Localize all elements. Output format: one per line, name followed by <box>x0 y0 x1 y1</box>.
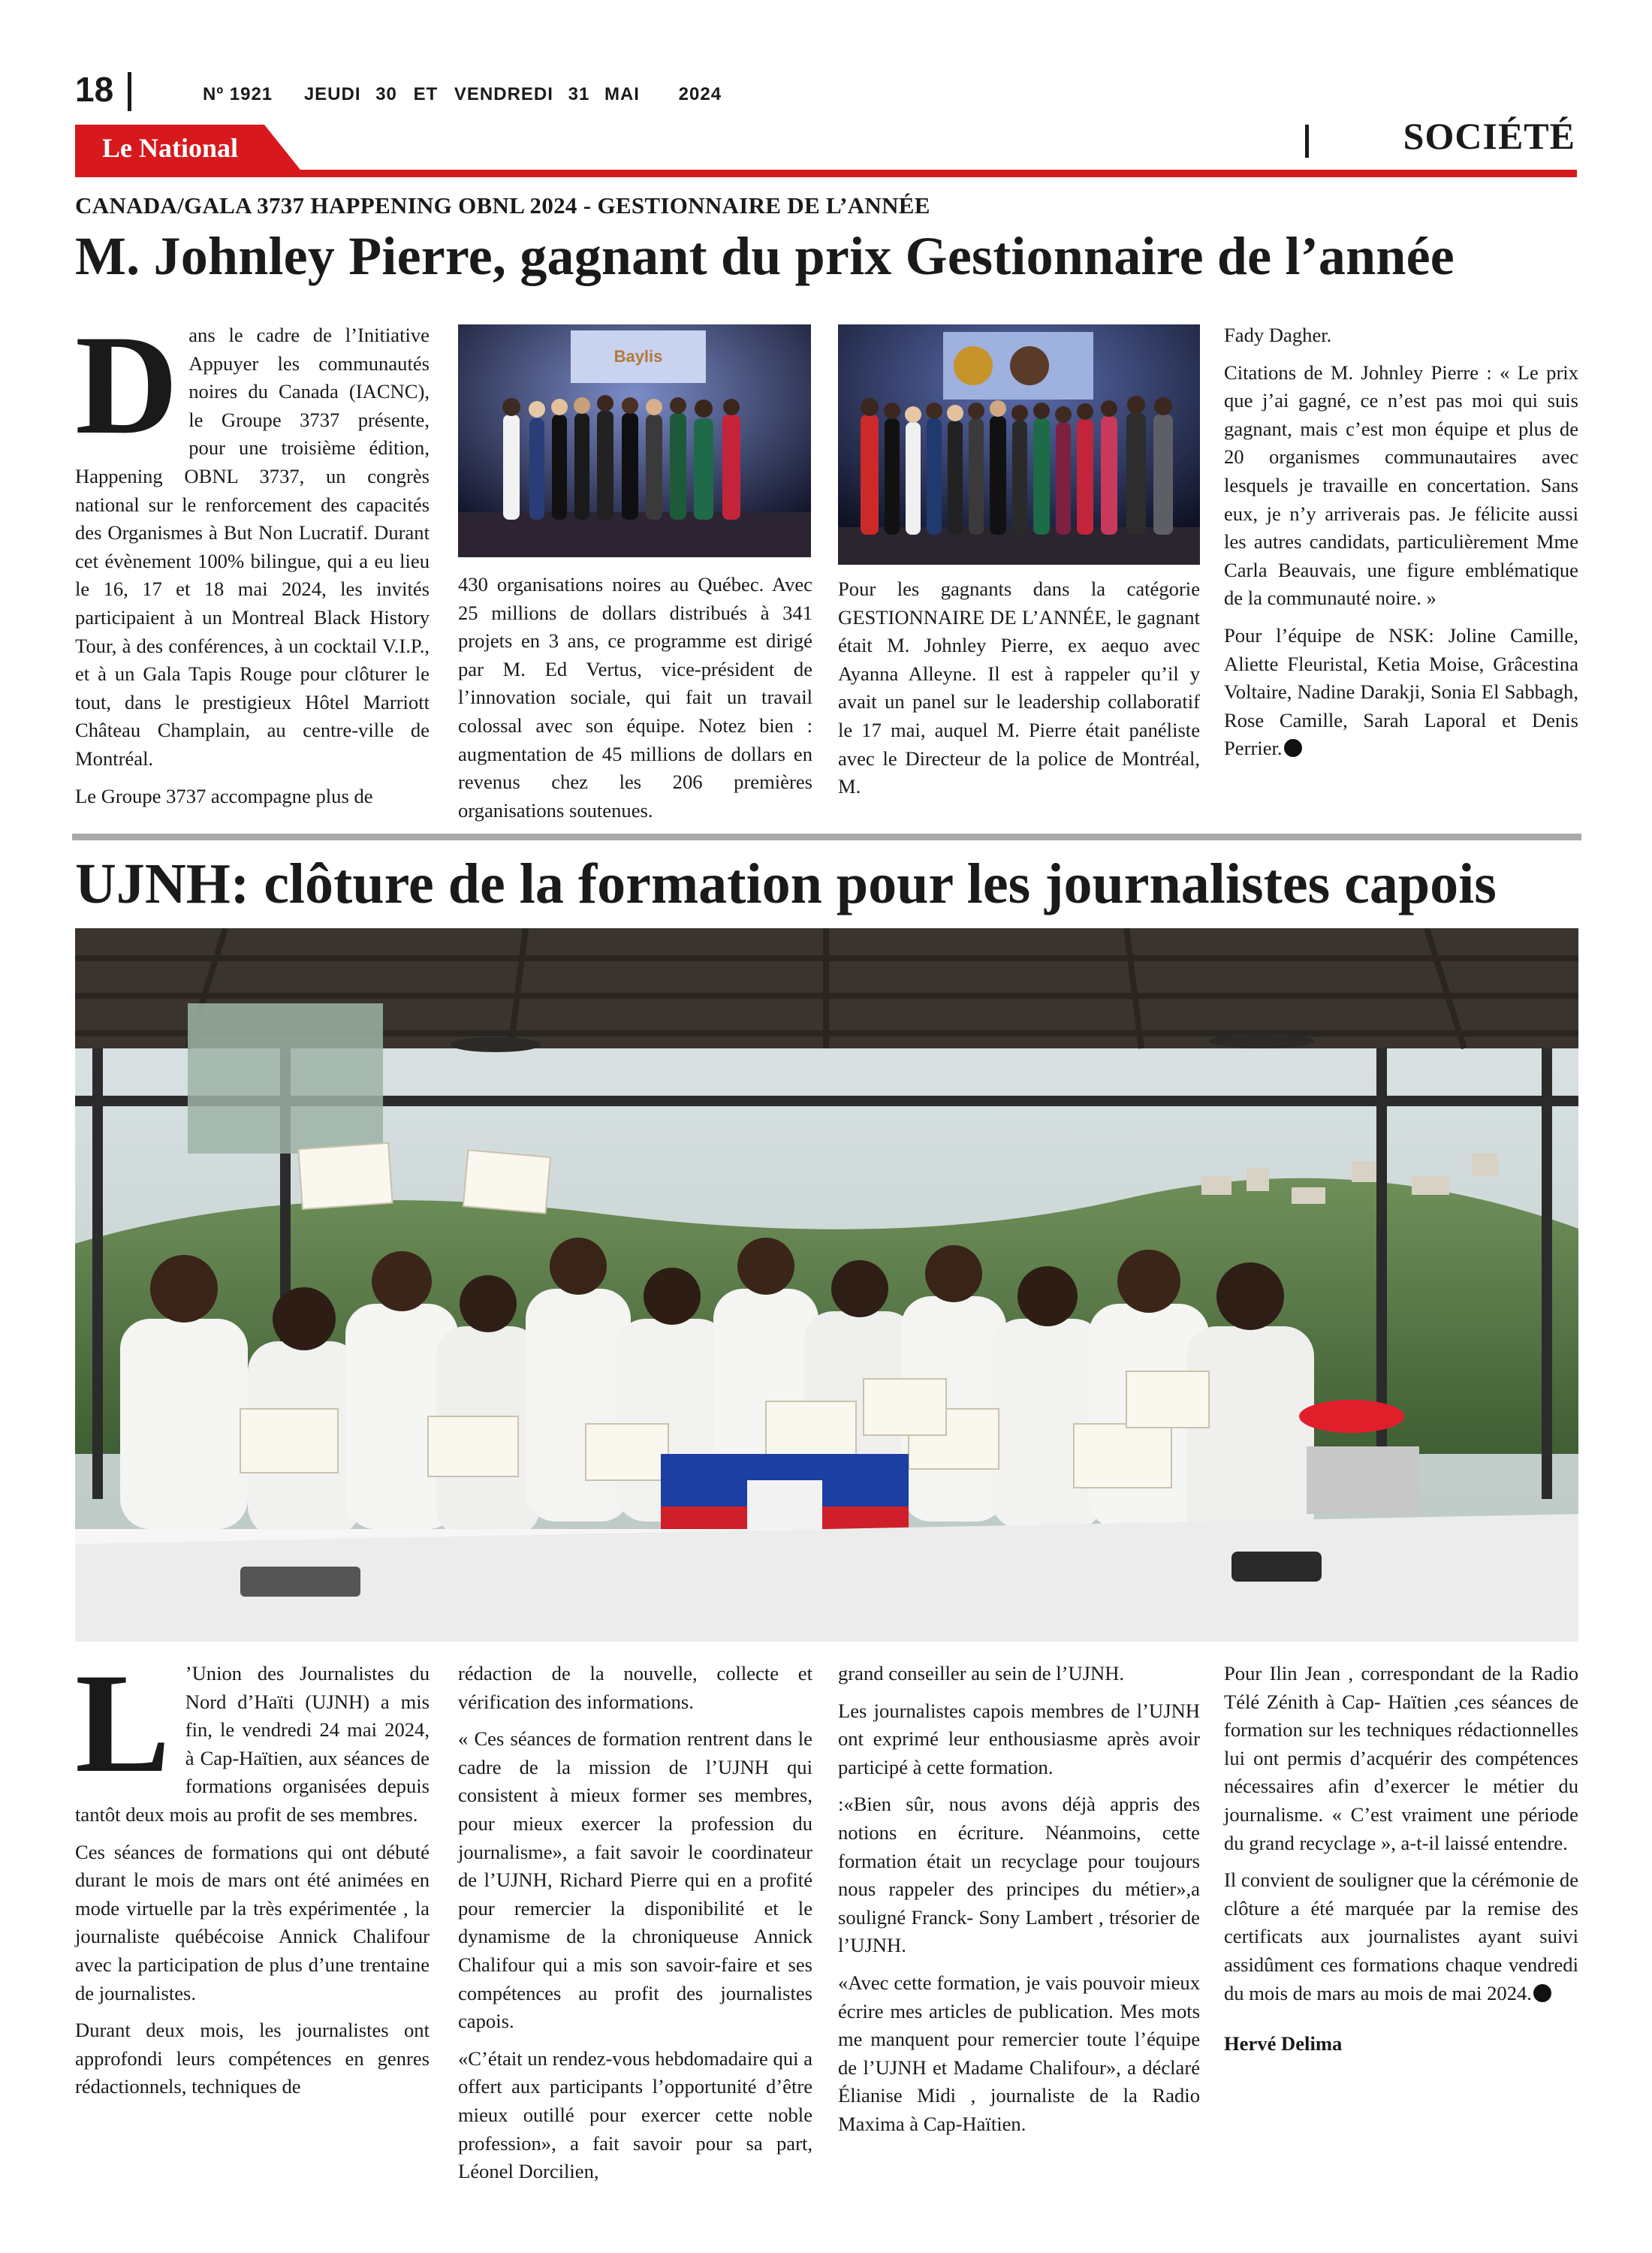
date-day1: JEUDI <box>303 84 361 104</box>
date-num2: 31 <box>568 84 590 104</box>
article2-col1-p2: Ces séances de formations qui ont débuté durant le mois de mars ont été animées en mode virtuelle par la très expérimentée , la journaliste québécoise Annick Chalifour avec la participation de plus d’une trentaine de journalistes. <box>75 1840 430 2004</box>
article2-headline: UJNH: clôture de la formation pour les journalistes capois <box>75 852 1497 915</box>
article1-col3-p1: Pour les gagnants dans la catégorie GESTIONNAIRE DE L’ANNÉE, le gagnant était M. Johnley Pierre, ex aequo avec Ayanna Alleyne. Il est à rappeler qu’il y avait un panel sur le leadership collaboratif le 17 mai, auquel M. Pierre était panéliste avec le Directeur de la police de Montréal, M. <box>838 578 1200 798</box>
date-day2: VENDREDI <box>454 84 553 104</box>
gala-photo-1 <box>458 324 811 557</box>
article2-dropcap: L <box>75 1645 170 1802</box>
article1-col4-p2: Citations de M. Johnley Pierre : « Le prix que j’ai gagné, ce n’est pas moi qui suis gagnant, mais c’est mon équipe et plus de 20 organismes communautaires avec lesquels je travaille en concertation. Sans eux, je n’y arriverais pas. Je félicite aussi les autres candidats, particulièrement Mme Carla Beauvais, une figure emblématique de la communauté noire. » <box>1224 360 1578 610</box>
end-of-article-icon <box>1533 1984 1551 2002</box>
date-num1: 30 <box>375 84 397 104</box>
article1-col2-p1: 430 organisations noires au Québec. Avec 25 millions de dollars distribués à 341 projets en 3 ans, ce programme est dirigé par M. Ed Vertus, vice-président de l’innovation sociale, qui fait un travail colossal avec son équipe. Notez bien : augmentation de 45 millions de dollars en revenus chez les 206 premières organisations soutenues. <box>458 573 812 822</box>
article1-column-1 <box>75 306 430 819</box>
article-separator <box>72 834 1581 840</box>
article2-col3-p3: :«Bien sûr, nous avons déjà appris des notions en écriture. Néanmoins, cette formation était un recyclage pour toujours nous rappeler des principes du métier»,a souligné Franck- Sony Lambert , trésorier de l’UJNH. <box>838 1793 1200 1957</box>
header-rule <box>75 170 1577 177</box>
article1-headline: M. Johnley Pierre, gagnant du prix Gestionnaire de l’année <box>75 226 1455 286</box>
article1-col4-p3: Pour l’équipe de NSK: Joline Camille, Aliette Fleuristal, Ketia Moise, Grâcestina Voltaire, Nadine Darakji, Sonia El Sabbagh, Rose Camille, Sarah Laporal et Denis Perrier. <box>1224 623 1578 760</box>
brand-label: Le National <box>102 133 239 163</box>
end-of-article-icon <box>1284 739 1302 757</box>
article2-column-2 <box>458 1660 812 2195</box>
banner-sign: Baylis <box>613 347 663 366</box>
issue-line <box>203 84 747 105</box>
article1-dropcap: D <box>75 306 179 464</box>
article2-col4-p1: Pour Ilin Jean , correspondant de la Radio Télé Zénith à Cap- Haïtien ,ces séances de formation sur les techniques rédactionnelles lui ont permis d’acquérir des compétences nécessaires afin d’exercer le métier du journalisme. « C’est vraiment une période du grand recyclage », a-t-il laissé entendre. <box>1224 1662 1578 1854</box>
article1-col4-p1: Fady Dagher. <box>1224 324 1332 346</box>
gala-photo-2 <box>838 324 1200 565</box>
section-divider <box>1305 125 1309 158</box>
article2-byline: Hervé Delima <box>1224 2032 1343 2055</box>
article2-column-4 <box>1224 1660 1578 2068</box>
article2-column-3 <box>838 1660 1200 2148</box>
article2-col3-p4: «Avec cette formation, je vais pouvoir mieux écrire mes articles de publication. Mes mots me manquent pour remercier toute l’équipe de l’UJNH et Madame Chalifour», a déclaré Élianise Midi , journaliste de la Radio Maxima à Cap-Haïtien. <box>838 1971 1200 2135</box>
date-et: ET <box>413 84 439 104</box>
date-year: 2024 <box>678 84 722 104</box>
section-title: SOCIÉTÉ <box>1403 115 1575 157</box>
article1-col1-p2: Le Groupe 3737 accompagne plus de <box>75 784 373 807</box>
article2-col2-p1: rédaction de la nouvelle, collecte et vérification des informations. <box>458 1662 812 1713</box>
page-number: 18 <box>75 70 114 109</box>
article1-column-2 <box>458 571 812 834</box>
page-number-divider <box>128 72 131 111</box>
ujnh-group-photo <box>75 928 1578 1642</box>
article2-col3-p2: Les journalistes capois membres de l’UJNH ont exprimé leur enthousiasme après avoir participé à cette formation. <box>838 1699 1200 1778</box>
date-month: MAI <box>604 84 640 104</box>
article2-col2-p3: «C’était un rendez-vous hebdomadaire qui a offert aux participants l’opportunité d’être mieux outillé pour exercer cette noble profession», a fait savoir pour sa part, Léonel Dorcilien, <box>458 2046 812 2183</box>
article2-column-1 <box>75 1645 430 2110</box>
article2-col3-p1: grand conseiller au sein de l’UJNH. <box>838 1662 1125 1684</box>
article1-col1-p1: ans le cadre de l’Initiative Appuyer les communautés noires du Canada (IACNC), le Groupe 3737 présente, pour une troisième édition, Happening OBNL 3737, un congrès national sur le renforcement des capacités des Organismes à But Non Lucratif. Durant cet évènement 100% bilingue, qui a eu lieu le 16, 17 et 18 mai 2024, les invités participaient à un Montreal Black History Tour, à des conférences, à un cocktail V.I.P., et à un Gala Tapis Rouge pour clôturer le tout, dans le prestigieux Hôtel Marriott Château Champlain, au centre-ville de Montréal. <box>75 324 430 770</box>
article2-col1-p3: Durant deux mois, les journalistes ont approfondi leurs compétences en genres rédactionnels, techniques de <box>75 2019 430 2098</box>
issue-number: Nº 1921 <box>203 84 273 104</box>
article1-column-3 <box>838 575 1200 810</box>
article2-col2-p2: « Ces séances de formation rentrent dans le cadre de la mission de l’UJNH qui consistent à mieux former ses membres, pour mieux exercer la profession du journalisme», a fait savoir le coordinateur de l’UJNH, Richard Pierre qui en a profité pour remercier la disponibilité et le dynamisme de la chroniqueuse Annick Chalifour qui a mis son savoir-faire et ses compétences au profit des journalistes capois. <box>458 1727 812 2033</box>
article2-col4-p2: Il convient de souligner que la cérémonie de clôture a été marquée par la remise des certificats aux journalistes ayant suivi assidûment ces formations chaque vendredi du mois de mars au mois de mai 2024. <box>1224 1868 1578 2004</box>
article1-column-4 <box>1224 321 1578 772</box>
article2-col1-p1: ’Union des Journalistes du Nord d’Haïti (UJNH) a mis fin, le vendredi 24 mai 2024, à Cap-Haïtien, aux séances de formations organisées depuis tantôt deux mois au profit de ses membres. <box>75 1662 430 1826</box>
article1-kicker: CANADA/GALA 3737 HAPPENING OBNL 2024 - GESTIONNAIRE DE L’ANNÉE <box>75 192 930 219</box>
